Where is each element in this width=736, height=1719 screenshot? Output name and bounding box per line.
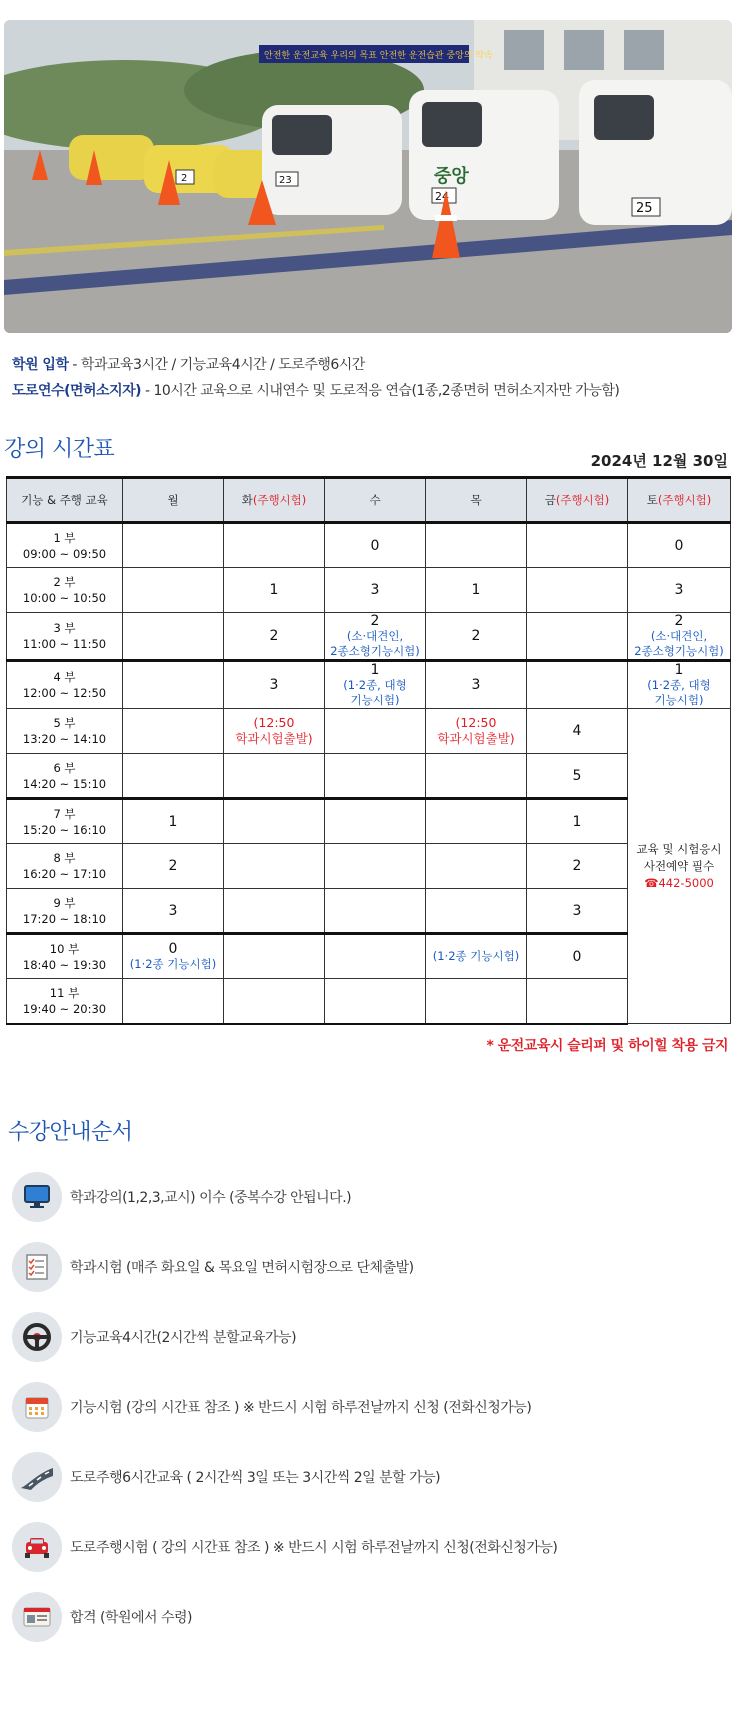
hero-car-number: 23 [279,175,292,186]
cell-sat: 1 (1·2종, 대형 기능시험) [628,661,731,709]
table-row [7,979,731,1024]
header-period: 기능 & 주행 교육 [7,478,123,523]
period-cell: 11 부 19:40 ~ 20:30 [7,979,123,1024]
hero-photo [4,20,732,333]
table-row [7,844,731,889]
calendar-icon [12,1382,62,1432]
table-row [7,523,731,568]
table-row [7,754,731,799]
guide-step-text: 학과시험 (매주 화요일 & 목요일 면허시험장으로 단체출발) [70,1260,414,1276]
header-sat: 토(주행시험) [628,478,731,523]
cell-tue [224,754,325,799]
cell-tue [224,979,325,1024]
cell-mon [123,613,224,661]
cell-tue: 2 [224,613,325,661]
cell-thu: 2 [426,613,527,661]
cell-tue [224,844,325,889]
header-fri: 금(주행시험) [527,478,628,523]
schedule-date: 2024년 12월 30일 [590,452,728,470]
list-item [12,1442,722,1512]
license-card-icon [12,1592,62,1642]
list-item [12,1582,722,1652]
guide-step-text: 학과강의(1,2,3,교시) 이수 (중복수강 안됩니다.) [70,1190,352,1206]
cell-fri [527,568,628,613]
cell-fri: 0 [527,934,628,979]
warning-note: * 운전교육시 슬리퍼 및 하이힐 착용 금지 [486,1038,728,1054]
cell-fri [527,523,628,568]
cell-fri: 1 [527,799,628,844]
cell-mon [123,568,224,613]
table-header-row [7,478,731,523]
cell-wed [325,799,426,844]
cell-mon [123,709,224,754]
list-item [12,1512,722,1582]
cell-thu: (1·2종 기능시험) [426,934,527,979]
cell-wed [325,709,426,754]
cell-mon: 1 [123,799,224,844]
cell-wed [325,934,426,979]
car-icon [12,1522,62,1572]
table-row [7,613,731,661]
cell-wed: 1 (1·2종, 대형 기능시험) [325,661,426,709]
cell-mon: 0 (1·2종 기능시험) [123,934,224,979]
cell-wed [325,844,426,889]
road-icon [12,1452,62,1502]
period-cell: 6 부 14:20 ~ 15:10 [7,754,123,799]
intro-label-admission: 학원 입학 [12,357,69,373]
period-cell: 1 부 09:00 ~ 09:50 [7,523,123,568]
list-item [12,1302,722,1372]
hero-car-number: 2 [181,173,188,184]
cell-tue: 1 [224,568,325,613]
cell-mon: 2 [123,844,224,889]
list-item [12,1232,722,1302]
period-cell: 8 부 16:20 ~ 17:10 [7,844,123,889]
hero-car-number: 25 [636,201,653,216]
guide-step-text: 도로주행6시간교육 ( 2시간씩 3일 또는 3시간씩 2일 분할 가능) [70,1470,441,1486]
cell-fri: 4 [527,709,628,754]
cell-tue [224,523,325,568]
cell-sat-reservation-note: 교육 및 시험응시 사전예약 필수 ☎442-5000 [628,709,731,1024]
hero-car-number: 24 [435,190,449,203]
intro-line-admission [12,352,619,378]
cell-thu [426,979,527,1024]
cell-wed: 2 (소·대견인, 2종소형기능시험) [325,613,426,661]
hero-truck-brand: 중앙 [434,166,469,187]
period-cell: 9 부 17:20 ~ 18:10 [7,889,123,934]
guide-list [12,1162,722,1652]
intro-label-road-practice: 도로연수(면허소지자) [12,383,142,399]
header-wed: 수 [325,478,426,523]
cell-tue: 3 [224,661,325,709]
header-tue: 화(주행시험) [224,478,325,523]
cell-tue [224,889,325,934]
cell-fri [527,979,628,1024]
table-row [7,799,731,844]
cell-fri: 2 [527,844,628,889]
cell-thu: (12:50 학과시험출발) [426,709,527,754]
list-item [12,1372,722,1442]
checklist-icon [12,1242,62,1292]
cell-tue: (12:50 학과시험출발) [224,709,325,754]
cell-sat: 3 [628,568,731,613]
period-cell: 10 부 18:40 ~ 19:30 [7,934,123,979]
guide-step-text: 기능교육4시간(2시간씩 분할교육가능) [70,1330,297,1346]
cell-wed: 3 [325,568,426,613]
list-item [12,1162,722,1232]
table-row [7,889,731,934]
cell-thu [426,523,527,568]
table-row [7,661,731,709]
cell-sat: 2 (소·대견인, 2종소형기능시험) [628,613,731,661]
guide-step-text: 합격 (학원에서 수령) [70,1610,193,1626]
cell-tue [224,934,325,979]
intro-desc-road-practice: - 10시간 교육으로 시내연수 및 도로적응 연습(1종,2종면허 면허소지자만 가능함) [141,383,620,399]
cell-fri [527,613,628,661]
header-mon: 월 [123,478,224,523]
cell-tue [224,799,325,844]
cell-thu [426,889,527,934]
guide-title: 수강안내순서 [8,1120,133,1145]
cell-wed [325,889,426,934]
schedule-title: 강의 시간표 [4,437,115,462]
guide-step-text: 기능시험 (강의 시간표 참조 ) ※ 반드시 시험 하루전날까지 신청 (전화신청가능) [70,1400,532,1416]
intro-line-road-practice [12,378,619,404]
schedule-table [6,476,731,1025]
table-row [7,709,731,754]
cell-fri: 3 [527,889,628,934]
phone-number: ☎442-5000 [644,875,714,890]
guide-step-text: 도로주행시험 ( 강의 시간표 참조 ) ※ 반드시 시험 하루전날까지 신청(전화신청가능) [70,1540,558,1556]
period-cell: 5 부 13:20 ~ 14:10 [7,709,123,754]
cell-thu: 3 [426,661,527,709]
period-cell: 3 부 11:00 ~ 11:50 [7,613,123,661]
cell-thu [426,799,527,844]
cell-mon: 3 [123,889,224,934]
intro-desc-admission: - 학과교육3시간 / 기능교육4시간 / 도로주행6시간 [68,357,365,373]
cell-thu: 1 [426,568,527,613]
cell-wed: 0 [325,523,426,568]
cell-wed [325,979,426,1024]
table-row [7,568,731,613]
table-row [7,934,731,979]
cell-thu [426,844,527,889]
monitor-icon [12,1172,62,1222]
cell-fri: 5 [527,754,628,799]
hero-banner: 안전한 운전교육 우리의 목표 안전한 운전습관 중앙의 약속 [264,51,493,61]
steering-wheel-icon [12,1312,62,1362]
cell-mon [123,979,224,1024]
intro-text [12,352,619,404]
cell-wed [325,754,426,799]
period-cell: 4 부 12:00 ~ 12:50 [7,661,123,709]
cell-mon [123,661,224,709]
period-cell: 2 부 10:00 ~ 10:50 [7,568,123,613]
cell-fri [527,661,628,709]
cell-mon [123,523,224,568]
header-thu: 목 [426,478,527,523]
cell-sat: 0 [628,523,731,568]
cell-thu [426,754,527,799]
cell-mon [123,754,224,799]
period-cell: 7 부 15:20 ~ 16:10 [7,799,123,844]
